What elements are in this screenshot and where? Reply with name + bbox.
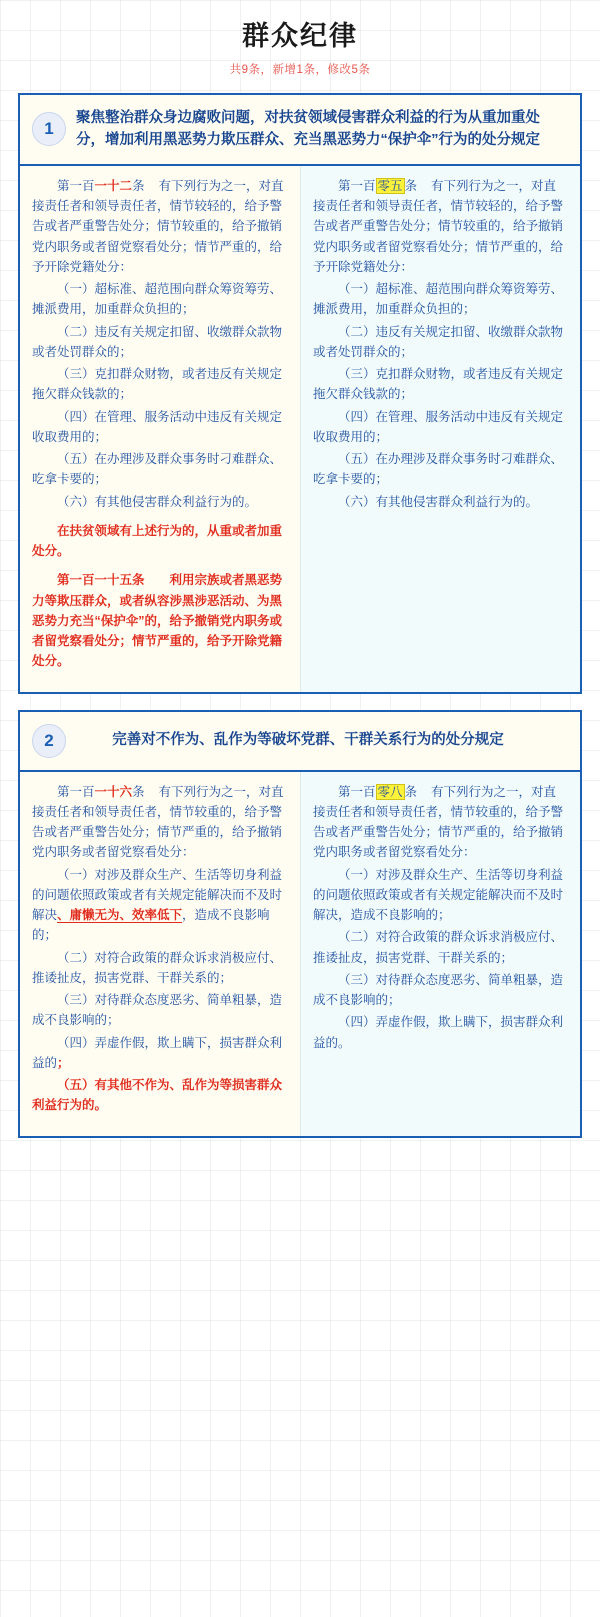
section-1-columns bbox=[20, 166, 580, 692]
article-suffix: 条 bbox=[132, 784, 145, 799]
list-item-text: （四）弄虚作假，欺上瞒下，损害群众利益的 bbox=[32, 1035, 283, 1070]
list-item: （四）弄虚作假，欺上瞒下，损害群众利益的。 bbox=[313, 1015, 564, 1050]
list-item bbox=[32, 865, 288, 946]
list-item: （二）违反有关规定扣留、收缴群众款物或者处罚群众的； bbox=[313, 324, 564, 359]
added-list-item: （五）有其他不作为、乱作为等损害群众利益行为的。 bbox=[32, 1078, 283, 1113]
section-1-header bbox=[20, 95, 580, 166]
added-text: 、庸懒无为、效率低下 bbox=[57, 908, 183, 923]
list-item: （一）超标准、超范围向群众筹资筹劳、摊派费用，加重群众负担的； bbox=[32, 282, 283, 317]
list-item: （六）有其他侵害群众利益行为的。 bbox=[338, 494, 539, 509]
list-item: （三）对待群众态度恶劣、简单粗暴，造成不良影响的； bbox=[32, 993, 283, 1028]
article-lead: 有下列行为之一，对直接责任者和领导责任者，情节较轻的，给予警告或者严重警告处分；情节较重的，给予撤销党内职务或者留党察看处分；情节严重的，给予开除党籍处分： bbox=[32, 178, 284, 274]
article-heading bbox=[32, 176, 288, 277]
list-item: （三）克扣群众财物，或者违反有关规定拖欠群众钱款的； bbox=[32, 367, 283, 402]
list-item: （五）在办理涉及群众事务时刁难群众、吃拿卡要的； bbox=[32, 452, 283, 487]
article-heading bbox=[313, 176, 568, 277]
article-lead: 有下列行为之一，对直接责任者和领导责任者，情节较重的，给予警告或者严重警告处分；情节严重的，给予撤销党内职务或者留党察看处分： bbox=[32, 784, 284, 860]
list-item-text-tail: ，造成不良影响的； bbox=[32, 908, 270, 943]
article-prefix: 第一百 bbox=[57, 178, 95, 193]
article-lead: 有下列行为之一，对直接责任者和领导责任者，情节较重的，给予警告或者严重警告处分；情节严重的，给予撤销党内职务或者留党察看处分： bbox=[313, 784, 564, 860]
section-1-new-version bbox=[20, 166, 300, 692]
page-title: 群众纪律 bbox=[242, 21, 358, 51]
list-item: （六）有其他侵害群众利益行为的。 bbox=[57, 494, 258, 509]
added-article: 第一百一十五条 利用宗族或者黑恶势力等欺压群众，或者纵容涉黑涉恶活动、为黑恶势力充当“保护伞”的，给予撤销党内职务或者留党察看处分；情节严重的，给予开除党籍处分。 bbox=[32, 573, 283, 669]
section-1-old-version bbox=[300, 166, 580, 692]
article-prefix: 第一百 bbox=[338, 178, 376, 193]
list-item-text: （一）对涉及群众生产、生活等切身利益的问题依照政策或者有关规定能解决而不及时解决 bbox=[32, 867, 283, 923]
list-item: （五）在办理涉及群众事务时刁难群众、吃拿卡要的； bbox=[313, 452, 564, 487]
section-2-columns bbox=[20, 772, 580, 1136]
list-item: （三）克扣群众财物，或者违反有关规定拖欠群众钱款的； bbox=[313, 367, 564, 402]
article-number-marked: 零五 bbox=[377, 178, 403, 193]
list-item: （二）对符合政策的群众诉求消极应付、推诿扯皮，损害党群、干群关系的； bbox=[313, 930, 564, 965]
article-number-marked: 零八 bbox=[377, 784, 403, 799]
section-2-header bbox=[20, 712, 580, 772]
article-suffix: 条 bbox=[132, 178, 145, 193]
article-number-highlight: 一十二 bbox=[94, 178, 133, 193]
section-2-new-version bbox=[20, 772, 300, 1136]
article-lead: 有下列行为之一，对直接责任者和领导责任者，情节较轻的，给予警告或者严重警告处分；情节较重的，给予撤销党内职务或者留党察看处分；情节严重的，给予开除党籍处分： bbox=[313, 178, 564, 274]
section-1-badge: 1 bbox=[32, 112, 66, 146]
section-2-title: 完善对不作为、乱作为等破坏党群、干群关系行为的处分规定 bbox=[112, 732, 504, 749]
list-item: （二）违反有关规定扣留、收缴群众款物或者处罚群众的； bbox=[32, 324, 283, 359]
page-subtitle: 共9条，新增1条，修改5条 bbox=[229, 64, 371, 76]
section-1 bbox=[18, 93, 582, 694]
section-2-badge: 2 bbox=[32, 724, 66, 758]
list-item: （二）对符合政策的群众诉求消极应付、推诿扯皮，损害党群、干群关系的； bbox=[32, 950, 283, 985]
changed-punctuation: ； bbox=[57, 1055, 70, 1070]
list-item: （四）在管理、服务活动中违反有关规定收取费用的； bbox=[32, 409, 283, 444]
list-item: （一）对涉及群众生产、生活等切身利益的问题依照政策或者有关规定能解决而不及时解决，造成不良影响的； bbox=[313, 867, 564, 923]
article-heading bbox=[313, 782, 568, 863]
article-suffix: 条 bbox=[404, 784, 418, 799]
section-2-old-version bbox=[300, 772, 580, 1136]
article-heading bbox=[32, 782, 288, 863]
list-item: （四）在管理、服务活动中违反有关规定收取费用的； bbox=[313, 409, 564, 444]
article-number-highlight: 一十六 bbox=[94, 784, 133, 799]
list-item: （三）对待群众态度恶劣、简单粗暴，造成不良影响的； bbox=[313, 972, 564, 1008]
list-item: （一）超标准、超范围向群众筹资筹劳、摊派费用，加重群众负担的； bbox=[313, 282, 564, 317]
added-paragraph: 在扶贫领域有上述行为的，从重或者加重处分。 bbox=[32, 523, 283, 559]
list-item bbox=[32, 1033, 288, 1074]
article-prefix: 第一百 bbox=[338, 784, 376, 799]
section-2 bbox=[18, 710, 582, 1138]
article-prefix: 第一百 bbox=[57, 784, 95, 799]
article-suffix: 条 bbox=[404, 178, 418, 193]
section-1-title: 聚焦整治群众身边腐败问题，对扶贫领域侵害群众利益的行为从重加重处分，增加利用黑恶势力欺压群众、充当黑恶势力“保护伞”行为的处分规定 bbox=[76, 110, 540, 149]
